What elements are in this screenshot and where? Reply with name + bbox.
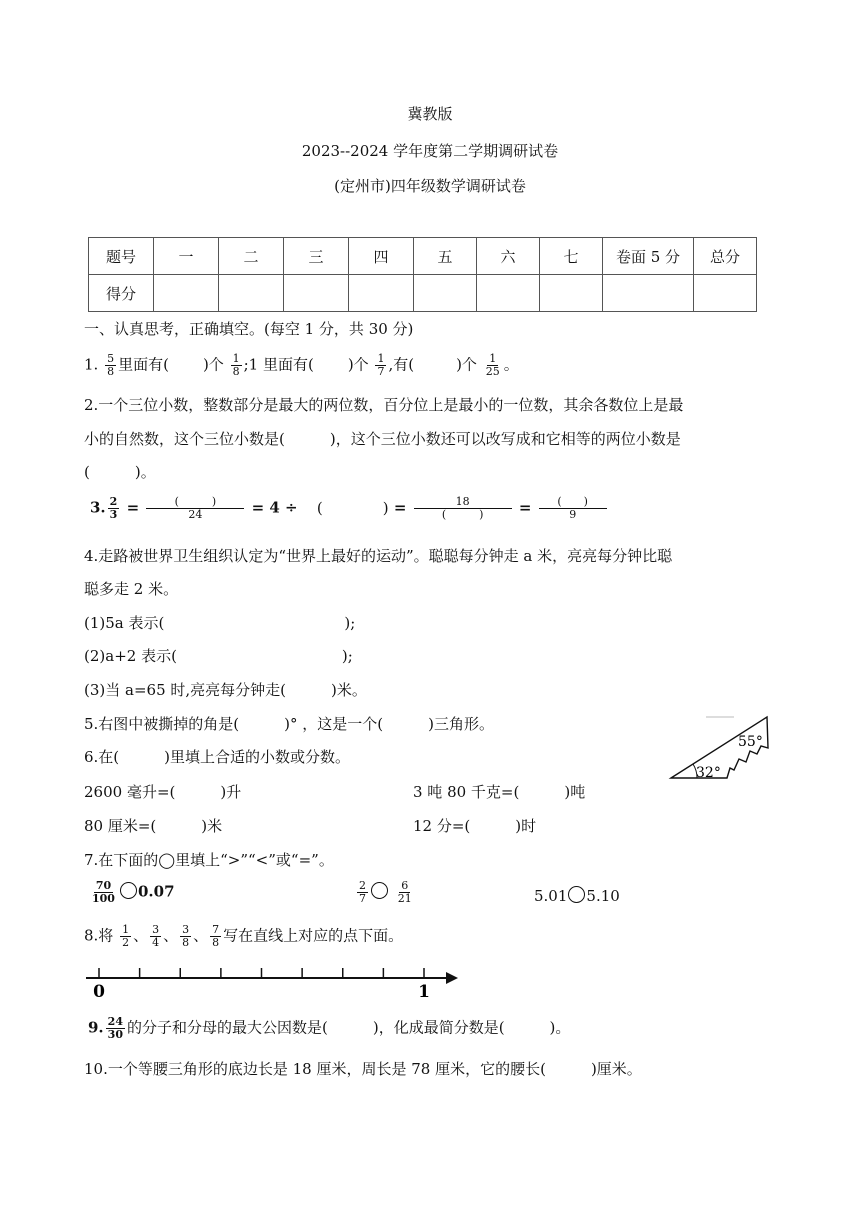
numerator: 1 [232,352,240,365]
q1-text: )个 [456,355,477,374]
fraction [108,496,120,521]
fraction [396,880,414,905]
score-input-cell[interactable] [219,275,284,312]
question-4-line-1: 4.走路被世界卫生组织认定为“世界上最好的运动”。聪聪每分钟走 a 米，亮亮每分钟比聪 [84,547,673,565]
score-input-cell[interactable] [284,275,349,312]
compare-value: 5.10 [586,887,620,905]
table-cell: 总分 [694,238,757,275]
numerator: 6 [401,879,409,892]
q9-text: 的分子和分母的最大公因数是( )，化成最简分数是( )。 [126,1018,571,1037]
q1-text: 。 [503,355,519,374]
q1-text: ;1 里面有( [243,355,314,374]
compare-value: 0.07 [137,882,175,901]
numerator: 18 [414,496,512,509]
table-cell: 一 [154,238,219,275]
equals-sign: = [126,498,140,517]
numerator-blank[interactable]: ( ) [539,496,607,509]
denominator: 8 [107,365,115,378]
denominator: 4 [152,936,160,949]
question-6-item-a: 2600 毫升=( )升 [84,783,242,801]
question-8 [84,924,403,949]
denominator: 8 [182,936,190,949]
table-cell: 六 [477,238,540,275]
table-cell: 七 [540,238,603,275]
denominator: 3 [109,508,118,521]
denominator: 25 [485,365,500,378]
question-7-item-3 [534,886,620,905]
score-input-cell[interactable] [414,275,477,312]
answer-blank[interactable]: ( ) [316,498,389,517]
numerator: 7 [212,923,220,936]
q1-text: 里面有( [118,355,169,374]
denominator: 9 [569,508,577,521]
question-4-part-1: (1)5a 表示( ); [84,614,356,632]
denominator: 21 [397,892,412,905]
q9-prefix: 9. [88,1018,104,1037]
compare-circle[interactable] [371,882,388,899]
denominator: 2 [122,936,130,949]
number-line [82,962,462,1002]
numerator: 1 [489,352,497,365]
denominator: 8 [232,365,240,378]
compare-circle[interactable] [120,882,137,899]
compare-value: 5.01 [534,887,568,905]
numerator: 2 [359,879,366,892]
numerator: 5 [107,352,115,365]
fraction [146,496,244,521]
torn-triangle-figure [664,708,774,784]
denominator-blank[interactable]: ( ) [441,508,484,521]
denominator: 100 [92,892,115,905]
question-1 [84,353,519,378]
fraction [105,353,116,378]
table-cell: 三 [284,238,349,275]
numerator: 3 [152,923,160,936]
numerator: 2 [109,495,118,508]
q8-prefix: 8.将 [84,926,114,945]
question-6-item-d: 12 分=( )时 [413,817,537,835]
numerator-blank[interactable]: ( ) [146,496,244,509]
question-4-line-2: 聪多走 2 米。 [84,580,179,598]
table-cell: 得分 [89,275,154,312]
fraction [210,924,221,949]
question-2-line-2: 小的自然数，这个三位小数是( )，这个三位小数还可以改写成和它相等的两位小数是 [84,430,681,448]
score-input-cell[interactable] [540,275,603,312]
fraction [180,924,191,949]
score-input-cell[interactable] [154,275,219,312]
fraction [357,880,368,905]
fraction [231,353,242,378]
q8-suffix: 写在直线上对应的点下面。 [223,926,404,945]
score-input-cell[interactable] [603,275,694,312]
question-5: 5.右图中被撕掉的角是( )° ，这是一个( )三角形。 [84,715,494,733]
denominator: 7 [359,892,366,905]
number-line-ticks [99,968,424,978]
fraction [375,353,386,378]
table-cell: 题号 [89,238,154,275]
fraction [414,496,512,521]
section-1-title: 一、认真思考，正确填空。(每空 1 分，共 30 分) [84,320,414,338]
question-4-part-3: (3)当 a=65 时,亮亮每分钟走( )米。 [84,681,367,699]
question-7-title: 7.在下面的◯里填上“>”“<”或“=”。 [84,851,334,869]
equals-sign: = [518,498,532,517]
denominator: 8 [212,936,220,949]
score-table-score-row [89,275,757,312]
exam-subtitle: (定州市)四年级数学调研试卷 [334,177,526,195]
angle-label-55: 55° [738,734,763,750]
separator: 、 [193,926,209,945]
question-4-part-2: (2)a+2 表示( ); [84,647,353,665]
numerator: 3 [182,923,190,936]
question-6-title: 6.在( )里填上合适的小数或分数。 [84,748,351,766]
question-7-item-1 [88,880,175,905]
table-cell: 二 [219,238,284,275]
denominator: 30 [107,1028,123,1041]
score-input-cell[interactable] [349,275,414,312]
question-6-item-b: 3 吨 80 千克=( )吨 [413,783,586,801]
question-2-line-1: 2.一个三位小数，整数部分是最大的两位数，百分位上是最小的一位数，其余各数位上是最 [84,396,684,414]
number-line-label-0: 0 [93,982,105,1002]
numerator: 1 [122,923,130,936]
denominator: 24 [188,508,203,521]
fraction [539,496,607,521]
exam-term: 2023--2024 学年度第二学期调研试卷 [301,142,559,160]
fraction [484,353,502,378]
score-table-header-row [89,238,757,275]
angle-label-32: 32° [696,765,721,781]
numerator: 24 [107,1015,123,1028]
q1-text: )个 [347,355,369,374]
number-line-label-1: 1 [418,982,430,1002]
score-input-cell[interactable] [477,275,540,312]
equals-sign: = [393,498,407,517]
question-2-line-3: ( )。 [84,463,156,481]
fraction [106,1016,125,1041]
question-7-item-2 [355,880,416,905]
fraction [90,880,117,905]
fraction [120,924,131,949]
separator: 、 [163,926,179,945]
fraction [150,924,161,949]
numerator: 70 [95,879,112,892]
question-9 [88,1016,570,1041]
q1-text: )个 [202,355,224,374]
score-table [88,237,757,312]
division-expression: = 4 ÷ [251,498,298,517]
question-10: 10.一个等腰三角形的底边长是 18 厘米，周长是 78 厘米，它的腰长( )厘米。 [84,1060,642,1078]
q1-text: ,有( [388,355,415,374]
table-cell: 四 [349,238,414,275]
compare-circle[interactable] [568,886,585,903]
publisher-title: 冀教版 [407,105,453,123]
arrow-head-icon [446,972,458,984]
separator: 、 [133,926,149,945]
q3-prefix: 3. [90,498,106,517]
question-6-item-c: 80 厘米=( )米 [84,817,223,835]
numerator: 1 [377,352,385,365]
question-3 [90,496,609,521]
denominator: 7 [377,365,385,378]
q1-prefix: 1. [84,355,99,374]
table-cell: 卷面 5 分 [603,238,694,275]
score-input-cell[interactable] [694,275,757,312]
table-cell: 五 [414,238,477,275]
